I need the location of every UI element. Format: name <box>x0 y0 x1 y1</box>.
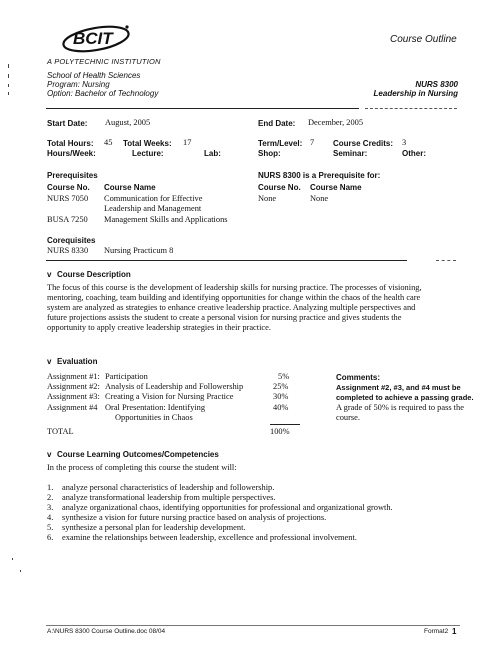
logo-swoosh-icon <box>56 19 142 55</box>
assignment-3-name: Creating a Vision for Nursing Practice <box>105 392 234 401</box>
total-weeks-value: 17 <box>183 138 192 147</box>
total-weeks-label: Total Weeks: <box>123 139 172 148</box>
comment-pass-line2: course. <box>336 413 360 422</box>
prereq-row-1-name: Communication for Effective <box>104 194 203 203</box>
assignment-3-label: Assignment #3: <box>47 392 100 401</box>
header-divider <box>46 108 359 109</box>
is-prereq-name: None <box>310 194 329 203</box>
prerequisites-heading: Prerequisites <box>47 171 98 180</box>
prereq-col-course-no: Course No. <box>47 183 90 192</box>
corequisites-heading: Corequisites <box>47 236 96 245</box>
prereq-row-1-no: NURS 7050 <box>47 194 89 203</box>
assignment-4-weight: 40% <box>273 403 289 412</box>
course-credits-value: 3 <box>402 138 407 147</box>
bcit-logo <box>56 19 142 55</box>
logo-tagline: A POLYTECHNIC INSTITUTION <box>47 57 161 66</box>
coreq-name: Nursing Practicum 8 <box>104 246 174 255</box>
comment-required-line1: Assignment #2, #3, and #4 must be <box>336 383 461 392</box>
header-divider-faint <box>365 108 457 109</box>
scan-mark <box>8 74 9 78</box>
description-line: opportunity to apply creative leadership strategies in their practice. <box>47 323 271 332</box>
outcome-5-text: synthesize a personal plan for leadership development. <box>62 523 246 532</box>
section-divider-faint <box>436 260 456 261</box>
footer-page-number: 1 <box>452 627 457 636</box>
outcome-2-number: 2. <box>47 493 54 502</box>
program-option: Option: Bachelor of Technology <box>47 89 159 98</box>
total-hours-label: Total Hours: <box>47 139 94 148</box>
outcome-3-text: analyze organizational chaos, identifying opportunities for professional and organizational growth. <box>62 503 393 512</box>
is-prereq-no: None <box>258 194 277 203</box>
section-divider <box>46 260 407 261</box>
document-type: Course Outline <box>390 34 457 45</box>
total-hours-value: 45 <box>104 138 113 147</box>
assignment-2-label: Assignment #2: <box>47 382 100 391</box>
total-divider <box>270 424 300 425</box>
school-name: School of Health Sciences <box>47 71 141 80</box>
lecture-label: Lecture: <box>132 149 164 158</box>
description-bullet-icon: v <box>47 270 52 279</box>
scan-mark <box>8 64 9 68</box>
scan-mark <box>20 570 21 572</box>
scan-mark <box>12 558 13 560</box>
assignment-1-weight: 5% <box>278 372 290 381</box>
is-prereq-heading: NURS 8300 is a Prerequisite for: <box>258 171 381 180</box>
scan-mark <box>8 84 9 87</box>
outcome-1-text: analyze personal characteristics of leadership and followership. <box>62 483 275 492</box>
svg-text:BCIT: BCIT <box>73 29 113 48</box>
total-weight: 100% <box>270 427 290 436</box>
assignment-4-label: Assignment #4 <box>47 403 98 412</box>
prereq-col-course-name: Course Name <box>104 183 156 192</box>
course-title: Leadership in Nursing <box>373 89 458 98</box>
seminar-label: Seminar: <box>333 149 368 158</box>
description-heading: Course Description <box>57 270 131 279</box>
outcome-4-text: synthesize a vision for future nursing practice based on analysis of projections. <box>62 513 327 522</box>
outcomes-heading: Course Learning Outcomes/Competencies <box>57 450 219 459</box>
start-date-label: Start Date: <box>47 119 88 128</box>
comment-required-line2: completed to achieve a passing grade. <box>336 393 474 402</box>
coreq-no: NURS 8330 <box>47 246 89 255</box>
comments-label: Comments: <box>336 373 381 382</box>
assignment-3-weight: 30% <box>273 392 289 401</box>
footer-file-path: A:\NURS 8300 Course Outline.doc 08/04 <box>47 628 166 635</box>
program-name: Program: Nursing <box>47 80 110 89</box>
assignment-4-name-cont: Opportunities in Chaos <box>115 413 193 422</box>
assignment-1-label: Assignment #1: <box>47 372 100 381</box>
outcomes-intro: In the process of completing this course the student will: <box>47 463 237 472</box>
course-credits-label: Course Credits: <box>333 139 394 148</box>
footer-format-label: Format2 <box>424 628 449 635</box>
description-line: The focus of this course is the development of leadership skills for nursing practice. The processes of visioning, <box>47 283 422 292</box>
description-line: mentoring, coaching, team building and identifying opportunities for change within the chaos of the health care <box>47 293 421 302</box>
evaluation-bullet-icon: v <box>47 357 52 366</box>
hours-week-label: Hours/Week: <box>47 149 96 158</box>
outcome-1-number: 1. <box>47 483 54 492</box>
prereq-row-2-no: BUSA 7250 <box>47 215 88 224</box>
outcome-6-text: examine the relationships between leadership, excellence and professional involvement. <box>62 533 357 542</box>
term-level-label: Term/Level: <box>258 139 303 148</box>
evaluation-heading: Evaluation <box>57 357 98 366</box>
outcome-6-number: 6. <box>47 533 54 542</box>
comment-pass-line1: A grade of 50% is required to pass the <box>336 403 464 412</box>
assignment-1-name: Participation <box>105 372 148 381</box>
term-level-value: 7 <box>310 138 315 147</box>
is-prereq-col-course-no: Course No. <box>258 183 301 192</box>
outcome-4-number: 4. <box>47 513 54 522</box>
outcomes-bullet-icon: v <box>47 450 52 459</box>
course-code: NURS 8300 <box>415 80 458 89</box>
scan-mark <box>8 92 9 95</box>
description-body <box>47 283 467 333</box>
start-date-value: August, 2005 <box>105 118 151 127</box>
lab-label: Lab: <box>204 149 221 158</box>
description-line: future projections assists the student to create a personal vision for nursing practice and gives students the <box>47 313 402 322</box>
description-line: system are analyzed as strategies to enhance creative leadership practice. Analyzing multiple perspectives and <box>47 303 416 312</box>
is-prereq-col-course-name: Course Name <box>310 183 362 192</box>
assignment-4-name: Oral Presentation: Identifying <box>105 403 206 412</box>
end-date-value: December, 2005 <box>308 118 364 127</box>
outcome-5-number: 5. <box>47 523 54 532</box>
assignment-2-weight: 25% <box>273 382 289 391</box>
footer-divider <box>46 625 460 626</box>
end-date-label: End Date: <box>258 119 296 128</box>
total-label: TOTAL <box>47 427 74 436</box>
assignment-2-name: Analysis of Leadership and Followership <box>105 382 244 391</box>
other-label: Other: <box>402 149 426 158</box>
outcome-2-text: analyze transformational leadership from multiple perspectives. <box>62 493 276 502</box>
prereq-row-1-name-cont: Leadership and Management <box>104 204 202 213</box>
prereq-row-2-name: Management Skills and Applications <box>104 215 228 224</box>
outcome-3-number: 3. <box>47 503 54 512</box>
shop-label: Shop: <box>258 149 281 158</box>
